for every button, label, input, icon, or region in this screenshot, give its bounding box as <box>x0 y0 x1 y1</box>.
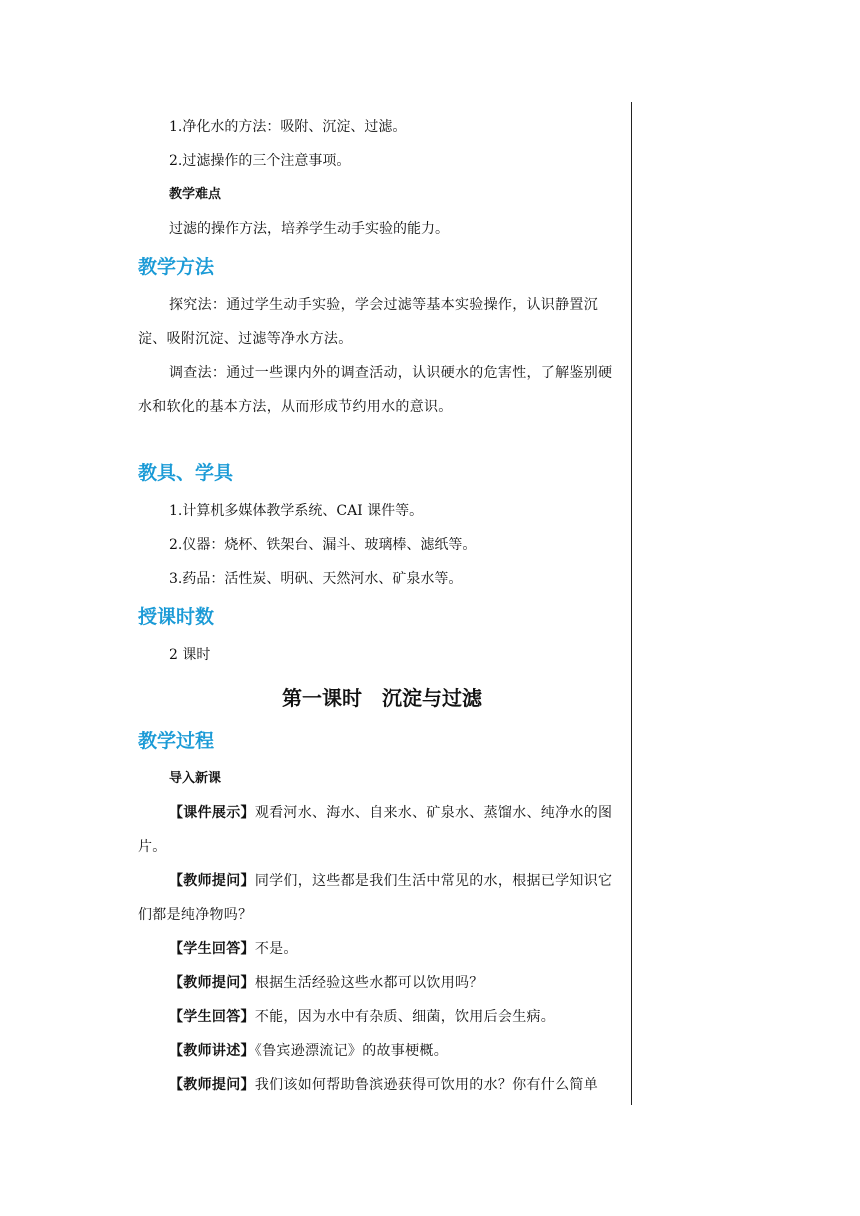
line-text: 不是。 <box>254 941 298 957</box>
speaker-label: 【学生回答】 <box>169 941 255 957</box>
speaker-label: 【学生回答】 <box>169 1009 255 1025</box>
process-line <box>138 864 626 932</box>
method-survey: 调查法：通过一些课内外的调查活动，认识硬水的危害性，了解鉴别硬水和软化的基本方法，从而形成节约用水的意识。 <box>138 365 613 415</box>
speaker-label: 【教师提问】 <box>169 1077 255 1093</box>
methods-heading: 教学方法 <box>138 256 215 278</box>
process-line <box>138 932 626 966</box>
margin-rule <box>631 102 632 1105</box>
line-text: 同学们，这些都是我们生活中常见的水，根据已学知识它们都是纯净物吗？ <box>138 873 613 923</box>
lesson-title: 第一课时 沉淀与过滤 <box>282 686 482 710</box>
process-line <box>138 1000 626 1034</box>
speaker-label: 【课件展示】 <box>169 805 255 821</box>
process-line <box>138 1068 626 1102</box>
process-line <box>138 966 626 1000</box>
process-heading: 教学过程 <box>138 730 215 752</box>
hours-heading: 授课时数 <box>138 606 215 628</box>
process-line <box>138 1034 626 1068</box>
intro-heading: 导入新课 <box>169 771 222 786</box>
speaker-label: 【教师提问】 <box>169 873 255 889</box>
tools-item-2: 2.仪器：烧杯、铁架台、漏斗、玻璃棒、滤纸等。 <box>169 537 477 553</box>
document-body <box>138 110 626 1102</box>
hours-text: 2 课时 <box>169 647 211 663</box>
line-text: 我们该如何帮助鲁滨逊获得可饮用的水？你有什么简单 <box>254 1077 599 1093</box>
tools-item-3: 3.药品：活性炭、明矾、天然河水、矿泉水等。 <box>169 571 463 587</box>
key-point-1: 1.净化水的方法：吸附、沉淀、过滤。 <box>169 119 407 135</box>
tools-heading: 教具、学具 <box>138 462 234 484</box>
line-text: 不能，因为水中有杂质、细菌，饮用后会生病。 <box>254 1009 556 1025</box>
difficulty-heading: 教学难点 <box>169 187 222 202</box>
speaker-label: 【教师提问】 <box>169 975 255 991</box>
line-text: 根据生活经验这些水都可以饮用吗？ <box>254 975 484 991</box>
key-point-2: 2.过滤操作的三个注意事项。 <box>169 153 351 169</box>
speaker-label: 【教师讲述】 <box>169 1043 255 1059</box>
spacer <box>138 424 626 452</box>
line-text: 观看河水、海水、自来水、矿泉水、蒸馏水、纯净水的图片。 <box>138 805 613 855</box>
difficulty-text: 过滤的操作方法，培养学生动手实验的能力。 <box>169 221 449 237</box>
line-text: 《鲁宾逊漂流记》的故事梗概。 <box>254 1043 449 1059</box>
method-explore: 探究法：通过学生动手实验，学会过滤等基本实验操作，认识静置沉淀、吸附沉淀、过滤等净水方法。 <box>138 297 598 347</box>
process-line <box>138 796 626 864</box>
tools-item-1: 1.计算机多媒体教学系统、CAI 课件等。 <box>169 503 424 519</box>
